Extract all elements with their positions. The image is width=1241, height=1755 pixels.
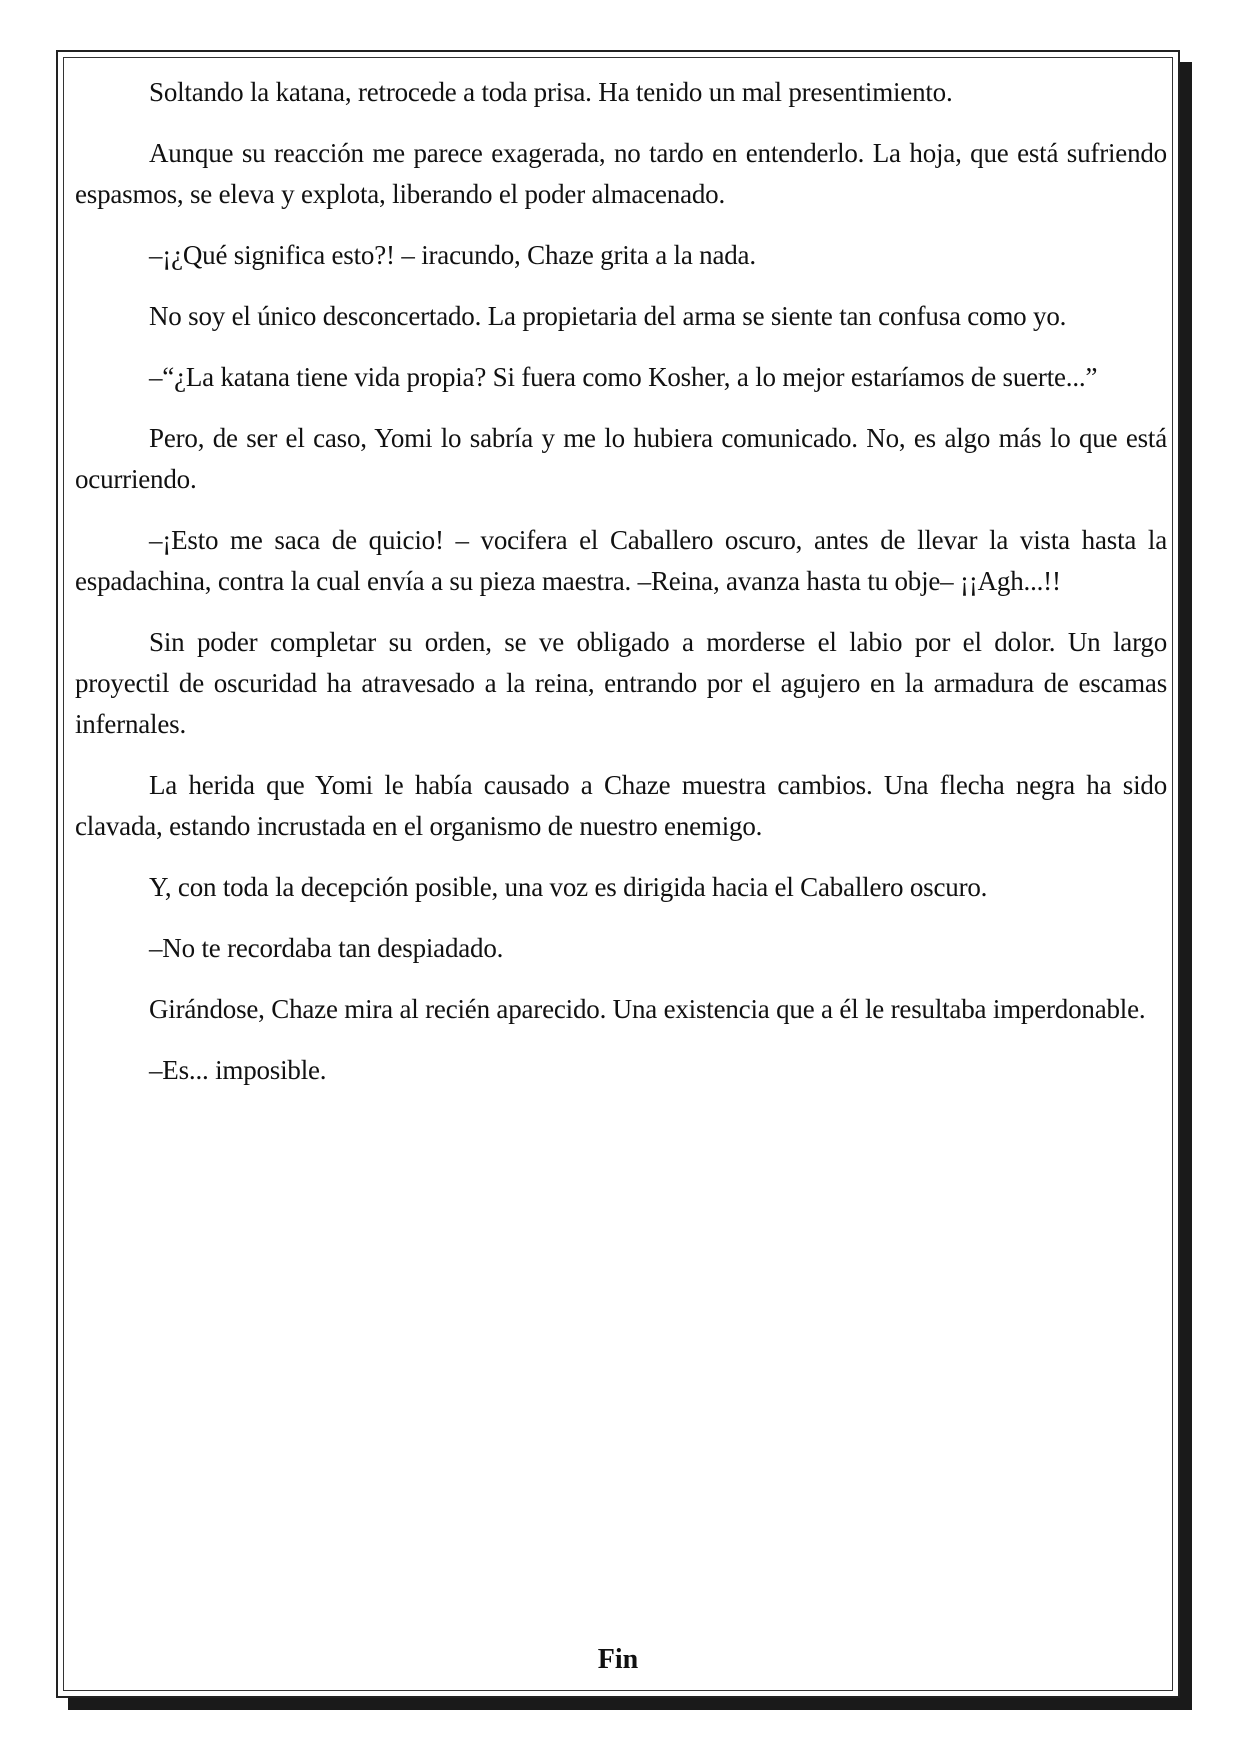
paragraph: Soltando la katana, retrocede a toda prisa. Ha tenido un mal presentimiento.: [149, 77, 953, 107]
paragraph: Girándose, Chaze mira al recién aparecido. Una existencia que a él le resultaba imperdonable.: [149, 994, 1146, 1024]
paragraph: No soy el único desconcertado. La propietaria del arma se siente tan confusa como yo.: [149, 301, 1067, 331]
paragraph: Sin poder completar su orden, se ve obligado a morderse el labio por el dolor. Un largo proyectil de oscuridad ha atravesado a la reina, entrando por el agujero en la armadura de escamas infernales.: [75, 627, 1167, 739]
paragraph: –No te recordaba tan despiadado.: [149, 933, 504, 963]
paragraph: Y, con toda la decepción posible, una voz es dirigida hacia el Caballero oscuro.: [149, 872, 988, 902]
paragraph: La herida que Yomi le había causado a Chaze muestra cambios. Una flecha negra ha sido clavada, estando incrustada en el organismo de nuestro enemigo.: [75, 770, 1167, 841]
paragraph: –“¿La katana tiene vida propia? Si fuera como Kosher, a lo mejor estaríamos de suerte...”: [149, 362, 1098, 392]
paragraph: –¡¿Qué significa esto?! – iracundo, Chaze grita a la nada.: [149, 240, 756, 270]
end-label: Fin: [597, 1644, 639, 1675]
paragraph: Aunque su reacción me parece exagerada, no tardo en entenderlo. La hoja, que está sufriendo espasmos, se eleva y explota, liberando el poder almacenado.: [75, 138, 1167, 209]
paragraph: Pero, de ser el caso, Yomi lo sabría y me lo hubiera comunicado. No, es algo más lo que está ocurriendo.: [75, 423, 1167, 494]
story-text: [75, 72, 1167, 1111]
paragraph: –Es... imposible.: [149, 1055, 327, 1085]
paragraph: –¡Esto me saca de quicio! – vocifera el Caballero oscuro, antes de llevar la vista hasta la espadachina, contra la cual envía a su pieza maestra. –Reina, avanza hasta tu obje– ¡¡Agh...!!: [75, 525, 1167, 596]
